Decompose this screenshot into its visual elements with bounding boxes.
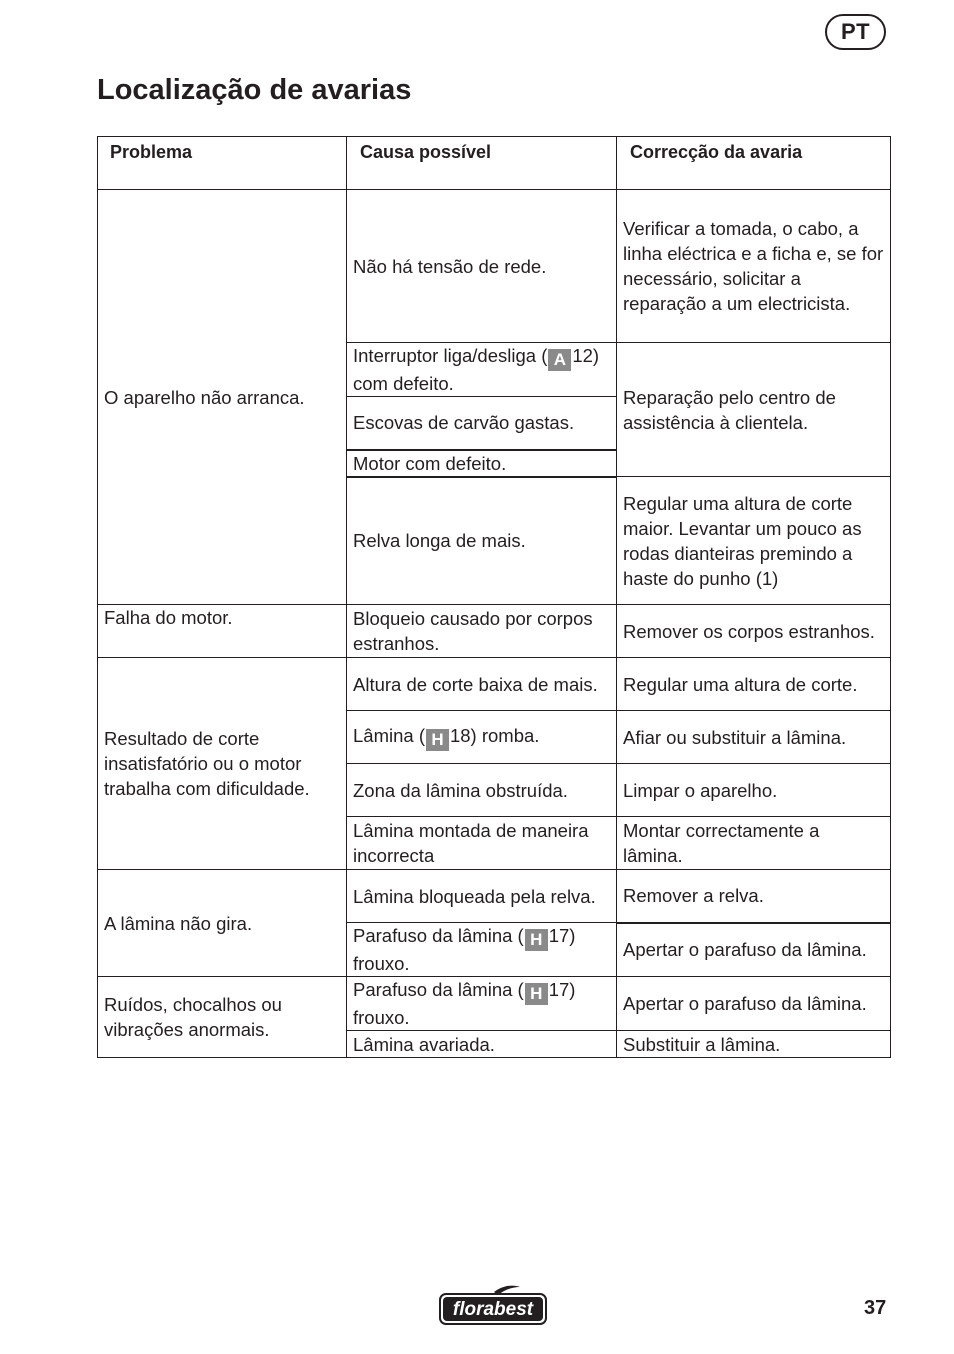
table-row — [98, 658, 891, 711]
language-badge — [825, 14, 886, 50]
remedy-cell: Apertar o parafuso da lâmina. — [617, 923, 891, 977]
figure-h-icon: H — [426, 729, 449, 751]
column-header-cause: Causa possível — [347, 137, 617, 190]
problem-cell: Resultado de corte insatisfatório ou o motor trabalha com dificuldade. — [98, 658, 347, 870]
remedy-cell: Verificar a tomada, o cabo, a linha eléctrica e a ficha e, se for necessário, solicitar a reparação a um electricista. — [617, 190, 891, 343]
cause-cell: Zona da lâmina obstruída. — [347, 764, 617, 817]
page-title: Localização de avarias — [97, 74, 412, 106]
table-row — [98, 190, 891, 343]
remedy-cell: Reparação pelo centro de assistência à clientela. — [617, 343, 891, 477]
figure-a-icon: A — [548, 349, 571, 371]
remedy-cell: Apertar o parafuso da lâmina. — [617, 977, 891, 1031]
table-row — [98, 870, 891, 923]
troubleshooting-table — [97, 136, 891, 1058]
cause-cell: Lâmina bloqueada pela relva. — [347, 870, 617, 923]
remedy-cell: Montar correctamente a lâmina. — [617, 817, 891, 870]
page-number: 37 — [864, 1297, 887, 1319]
cause-cell: Lâmina ( H 18) romba. — [347, 711, 617, 764]
remedy-cell: Remover a relva. — [617, 870, 891, 923]
table-row — [98, 605, 891, 658]
remedy-cell: Remover os corpos estranhos. — [617, 605, 891, 658]
remedy-cell: Limpar o aparelho. — [617, 764, 891, 817]
logo-text: florabest — [452, 1299, 534, 1320]
florabest-logo — [438, 1284, 548, 1326]
remedy-cell: Regular uma altura de corte. — [617, 658, 891, 711]
column-header-problem: Problema — [98, 137, 347, 190]
cause-cell: Não há tensão de rede. — [347, 190, 617, 343]
cause-cell: Interruptor liga/desliga ( A 12) com defeito. — [347, 343, 617, 397]
cause-cell: Lâmina montada de maneira incorrecta — [347, 817, 617, 870]
problem-cell: Ruídos, chocalhos ou vibrações anormais. — [98, 977, 347, 1058]
figure-h-icon: H — [525, 983, 548, 1005]
table-row — [98, 977, 891, 1031]
table-header-row — [98, 137, 891, 190]
remedy-cell: Afiar ou substituir a lâmina. — [617, 711, 891, 764]
cause-cell: Parafuso da lâmina ( H 17) frouxo. — [347, 923, 617, 977]
cause-cell: Parafuso da lâmina ( H 17) frouxo. — [347, 977, 617, 1031]
cause-cell: Escovas de carvão gastas. — [347, 397, 617, 450]
cause-cell: Altura de corte baixa de mais. — [347, 658, 617, 711]
cause-cell: Bloqueio causado por corpos estranhos. — [347, 605, 617, 658]
problem-cell: Falha do motor. — [98, 605, 347, 658]
cause-cell: Lâmina avariada. — [347, 1031, 617, 1058]
figure-h-icon: H — [525, 929, 548, 951]
problem-cell: A lâmina não gira. — [98, 870, 347, 977]
cause-cell: Relva longa de mais. — [347, 477, 617, 605]
cause-cell: Motor com defeito. — [347, 450, 617, 477]
remedy-cell: Substituir a lâmina. — [617, 1031, 891, 1058]
remedy-cell: Regular uma altura de corte maior. Levantar um pouco as rodas dianteiras premindo a haste do punho (1) — [617, 477, 891, 605]
language-code: PT — [840, 19, 871, 44]
problem-cell: O aparelho não arranca. — [98, 190, 347, 605]
column-header-remedy: Correcção da avaria — [617, 137, 891, 190]
